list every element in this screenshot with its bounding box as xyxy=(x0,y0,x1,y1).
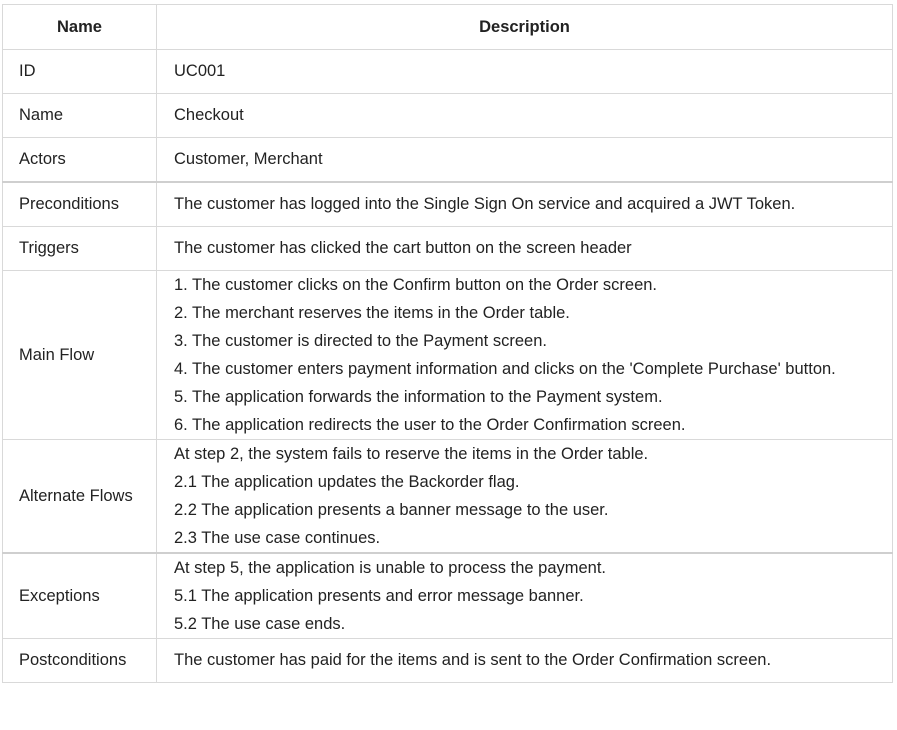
table-row-id xyxy=(3,50,893,94)
table-row-alternate-flows xyxy=(3,440,893,554)
table-row-preconditions xyxy=(3,182,893,227)
exception-step: 5.2 The use case ends. xyxy=(174,615,346,633)
exception-step: At step 5, the application is unable to process the payment. xyxy=(174,559,607,577)
main-flow-step: 3. The customer is directed to the Payment screen. xyxy=(174,332,547,350)
table-row-name xyxy=(3,94,893,138)
header-name: Name xyxy=(3,5,157,50)
row-label-exceptions: Exceptions xyxy=(3,553,157,639)
row-value-exceptions xyxy=(157,553,893,639)
header-description: Description xyxy=(157,5,893,50)
row-value-id: UC001 xyxy=(157,50,893,94)
row-label-name: Name xyxy=(3,94,157,138)
table-row-exceptions xyxy=(3,553,893,639)
table-row-actors xyxy=(3,138,893,183)
main-flow-step: 5. The application forwards the information to the Payment system. xyxy=(174,388,663,406)
alternate-flow-step: 2.3 The use case continues. xyxy=(174,529,381,547)
row-label-actors: Actors xyxy=(3,138,157,183)
row-value-main-flow xyxy=(157,271,893,440)
row-value-postconditions: The customer has paid for the items and is sent to the Order Confirmation screen. xyxy=(157,639,893,683)
alternate-flow-step: 2.2 The application presents a banner message to the user. xyxy=(174,501,609,519)
table-row-triggers xyxy=(3,227,893,271)
table-header-row xyxy=(3,5,893,50)
main-flow-step: 2. The merchant reserves the items in the Order table. xyxy=(174,304,570,322)
main-flow-step: 1. The customer clicks on the Confirm button on the Order screen. xyxy=(174,276,658,294)
main-flow-step: 6. The application redirects the user to the Order Confirmation screen. xyxy=(174,416,686,434)
table-row-postconditions xyxy=(3,639,893,683)
row-label-postconditions: Postconditions xyxy=(3,639,157,683)
row-label-preconditions: Preconditions xyxy=(3,182,157,227)
row-value-name: Checkout xyxy=(157,94,893,138)
alternate-flow-step: 2.1 The application updates the Backorder flag. xyxy=(174,473,520,491)
row-value-triggers: The customer has clicked the cart button on the screen header xyxy=(157,227,893,271)
row-label-triggers: Triggers xyxy=(3,227,157,271)
row-value-alternate-flows xyxy=(157,440,893,554)
row-label-main-flow: Main Flow xyxy=(3,271,157,440)
row-value-actors: Customer, Merchant xyxy=(157,138,893,183)
row-label-alternate-flows: Alternate Flows xyxy=(3,440,157,554)
row-label-id: ID xyxy=(3,50,157,94)
use-case-table xyxy=(2,4,893,683)
row-value-preconditions: The customer has logged into the Single Sign On service and acquired a JWT Token. xyxy=(157,182,893,227)
alternate-flow-step: At step 2, the system fails to reserve the items in the Order table. xyxy=(174,445,649,463)
table-row-main-flow xyxy=(3,271,893,440)
main-flow-step: 4. The customer enters payment information and clicks on the 'Complete Purchase' button. xyxy=(174,360,836,378)
exception-step: 5.1 The application presents and error message banner. xyxy=(174,587,584,605)
